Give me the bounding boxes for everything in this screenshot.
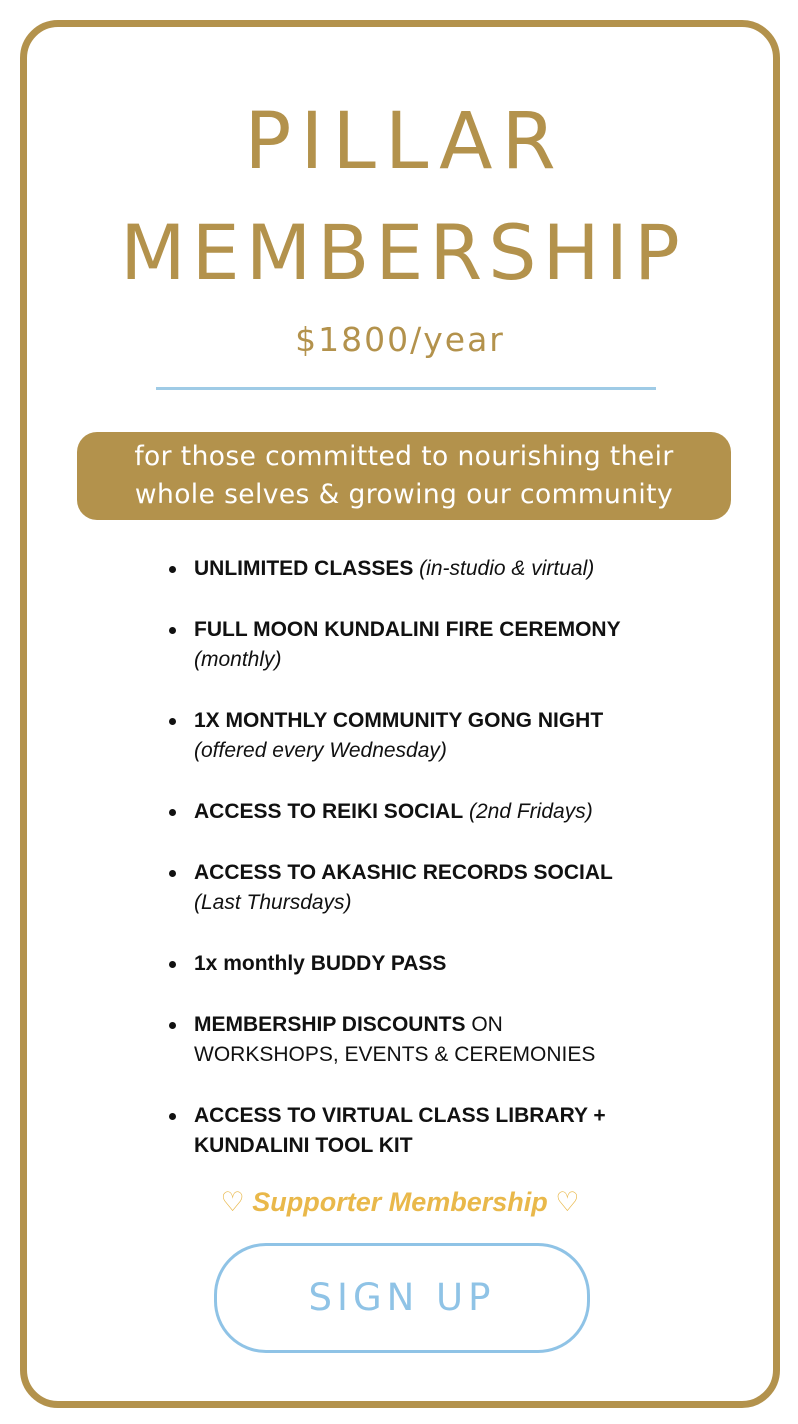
- divider: [156, 387, 656, 390]
- benefit-unlimited-classes: [169, 554, 759, 584]
- benefit-note: ON: [465, 1013, 503, 1036]
- benefit-note: (2nd Fridays): [463, 800, 593, 823]
- benefit-title: 1X MONTHLY COMMUNITY GONG NIGHT: [194, 709, 604, 732]
- supporter-membership-link[interactable]: [27, 1185, 773, 1220]
- bullet-icon: [169, 718, 176, 725]
- benefit-note: (offered every Wednesday): [194, 739, 447, 762]
- benefits-list: [169, 554, 759, 1192]
- bullet-icon: [169, 809, 176, 816]
- benefit-title: MEMBERSHIP DISCOUNTS: [194, 1013, 466, 1036]
- benefit-title: FULL MOON KUNDALINI FIRE CEREMONY: [194, 618, 621, 641]
- benefit-membership-discounts: [169, 1010, 759, 1070]
- bullet-icon: [169, 1022, 176, 1029]
- bullet-icon: [169, 566, 176, 573]
- benefit-reiki-social: [169, 797, 759, 827]
- title-line-1: PILLAR: [244, 97, 565, 187]
- benefit-gong-night: [169, 706, 759, 766]
- bullet-icon: [169, 627, 176, 634]
- benefit-title: ACCESS TO REIKI SOCIAL: [194, 800, 464, 823]
- membership-card: [20, 20, 780, 1408]
- heart-icon: ♡: [555, 1187, 580, 1218]
- benefit-title: 1x monthly BUDDY PASS: [194, 952, 447, 975]
- price-label: $1800/year: [295, 320, 505, 359]
- bullet-icon: [169, 1113, 176, 1120]
- benefit-virtual-library: [169, 1101, 759, 1161]
- benefit-buddy-pass: [169, 949, 759, 979]
- benefit-title: ACCESS TO AKASHIC RECORDS SOCIAL: [194, 861, 613, 884]
- tagline-banner: [77, 432, 731, 520]
- supporter-label: Supporter Membership: [252, 1187, 548, 1217]
- heart-icon: ♡: [220, 1187, 245, 1218]
- title-line-2: MEMBERSHIP: [120, 208, 686, 297]
- tagline-line-1: for those committed to nourishing their: [134, 441, 674, 472]
- benefit-note: (Last Thursdays): [194, 891, 352, 914]
- sign-up-button[interactable]: SIGN UP: [214, 1243, 590, 1353]
- benefit-title: UNLIMITED CLASSES: [194, 557, 414, 580]
- bullet-icon: [169, 870, 176, 877]
- benefit-note: (in-studio & virtual): [413, 557, 595, 580]
- benefit-title: ACCESS TO VIRTUAL CLASS LIBRARY +: [194, 1104, 606, 1127]
- benefit-title: KUNDALINI TOOL KIT: [194, 1134, 413, 1157]
- benefit-note: (monthly): [194, 648, 282, 671]
- benefit-akashic-social: [169, 858, 759, 918]
- benefit-fire-ceremony: [169, 615, 759, 675]
- bullet-icon: [169, 961, 176, 968]
- tagline-line-2: whole selves & growing our community: [134, 479, 674, 510]
- benefit-note: WORKSHOPS, EVENTS & CEREMONIES: [194, 1043, 596, 1066]
